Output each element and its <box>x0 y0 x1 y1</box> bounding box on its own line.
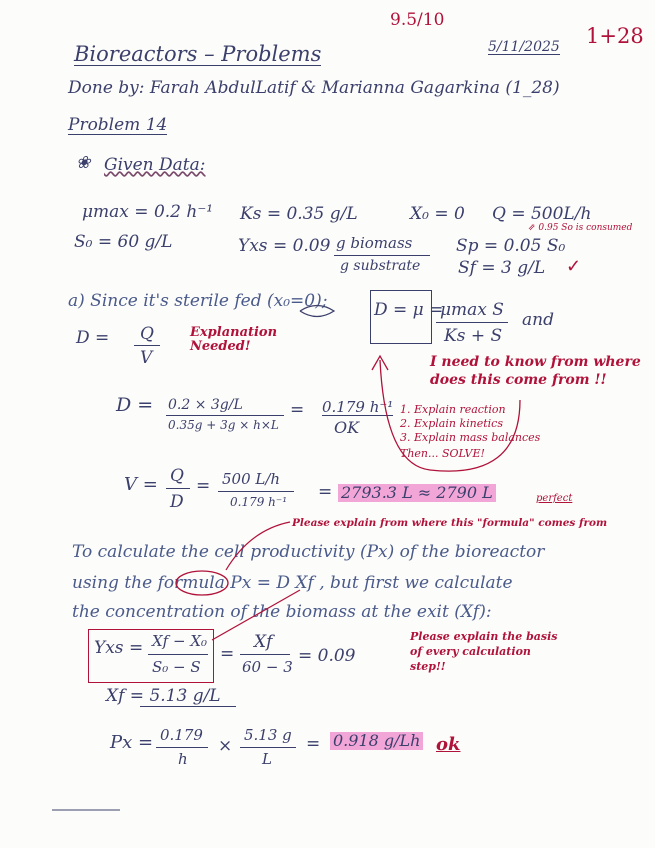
step-4: Then... SOLVE! <box>400 447 485 460</box>
page-title: Bioreactors – Problems <box>74 42 322 66</box>
d-calc-num: 0.2 × 3g/L <box>168 397 243 413</box>
d-calc-equals: = <box>290 400 305 420</box>
yxs-eq-lhs: Yxs = <box>94 638 144 658</box>
bullet-icon: ❀ <box>76 153 91 173</box>
xf-result: Xf = 5.13 g/L <box>106 686 221 706</box>
v-num: Q <box>170 466 184 486</box>
yxs-unit-num: g biomass <box>336 234 413 252</box>
step-2: 2. Explain kinetics <box>400 417 503 430</box>
source-question-note: I need to know from where does this come from !! <box>430 354 641 388</box>
d-definition-den: V <box>140 348 153 368</box>
px-b-num: 5.13 g <box>244 726 292 744</box>
px-times: × <box>218 736 233 756</box>
formula-source-note: Please explain from where this "formula" comes from <box>292 517 608 529</box>
problem-number: Problem 14 <box>68 115 168 135</box>
q-value: Q = 500L/h <box>492 204 592 224</box>
yxs-unit-den: g substrate <box>340 258 421 274</box>
d-calc-den: 0.35g + 3g × h×L <box>168 418 279 432</box>
d-definition-num: Q <box>140 324 154 344</box>
v-result-equals: = <box>318 482 333 502</box>
px-a-num: 0.179 <box>160 726 203 744</box>
check-mark-icon: ✓ <box>566 256 582 277</box>
sp-note: ⇗ 0.95 So is consumed <box>528 223 633 233</box>
yxs-eq-mid-den: 60 − 3 <box>242 658 293 676</box>
sf-value: Sf = 3 g/L <box>458 258 546 278</box>
px-a-den: h <box>178 750 188 768</box>
v-equals: = <box>196 476 211 496</box>
ok-mark-2: ok <box>436 734 461 755</box>
step-3: 3. Explain mass balances <box>400 431 541 444</box>
group-number: 1+28 <box>586 24 644 48</box>
sp-value: Sp = 0.05 S₀ <box>456 236 566 256</box>
v-calc-den: 0.179 h⁻¹ <box>230 495 288 509</box>
px-equals: = <box>306 734 321 754</box>
yxs-eq-den: S₀ − S <box>152 658 201 676</box>
v-lhs: V = <box>124 474 158 495</box>
yxs-eq-num: Xf − X₀ <box>152 632 208 650</box>
explanation-needed-note: Explanation Needed! <box>190 325 278 355</box>
paragraph-line-1: To calculate the cell productivity (Px) of the bioreactor <box>72 542 545 562</box>
yxs-eq-equals: = <box>220 644 235 664</box>
d-equals-mu: D = μ = <box>374 300 444 320</box>
px-b-den: L <box>262 750 272 768</box>
v-calc-num: 500 L/h <box>222 470 281 488</box>
authors: Done by: Farah AbdulLatif & Marianna Gagarkina (1_28) <box>68 78 560 98</box>
grade: 9.5/10 <box>390 10 445 30</box>
mu-expression-den: Ks + S <box>444 326 503 346</box>
calculation-basis-note: Please explain the basis of every calculation step!! <box>410 630 558 673</box>
and-word: and <box>522 310 554 330</box>
px-result: 0.918 g/Lh <box>330 732 423 750</box>
mu-expression-num: μmax S <box>440 300 504 320</box>
mu-max: μmax = 0.2 h⁻¹ <box>82 202 214 222</box>
yxs-eq-value: = 0.09 <box>298 646 356 666</box>
part-a-intro: a) Since it's sterile fed (x₀=0); <box>68 291 328 311</box>
perfect-note: perfect <box>536 493 573 504</box>
yxs-eq-mid-num: Xf <box>254 632 273 652</box>
step-1: 1. Explain reaction <box>400 403 506 416</box>
d-calc-result: 0.179 h⁻¹ <box>322 398 394 416</box>
d-definition-lhs: D = <box>76 328 110 348</box>
v-result: 2793.3 L ≈ 2790 L <box>338 484 496 502</box>
yxs-link-line <box>212 590 300 640</box>
v-den: D <box>170 492 184 512</box>
formula-circle <box>176 571 228 595</box>
x0-value: X₀ = 0 <box>410 204 465 224</box>
px-lhs: Px = <box>110 732 154 753</box>
arrow-to-formula <box>380 360 520 471</box>
given-data-label: Given Data: <box>104 155 206 175</box>
date: 5/11/2025 <box>488 39 560 55</box>
s0-value: S₀ = 60 g/L <box>74 232 173 252</box>
yxs-value: Yxs = 0.09 <box>238 236 331 256</box>
ks-value: Ks = 0.35 g/L <box>240 204 358 224</box>
ok-mark-1: OK <box>334 418 360 437</box>
formula-note-line <box>226 522 290 570</box>
d-calc-lhs: D = <box>116 394 154 416</box>
paragraph-line-2: using the formula Px = D Xf , but first we calculate <box>72 573 513 593</box>
paragraph-line-3: the concentration of the biomass at the exit (Xf): <box>72 602 492 622</box>
x0-circle <box>300 306 334 317</box>
